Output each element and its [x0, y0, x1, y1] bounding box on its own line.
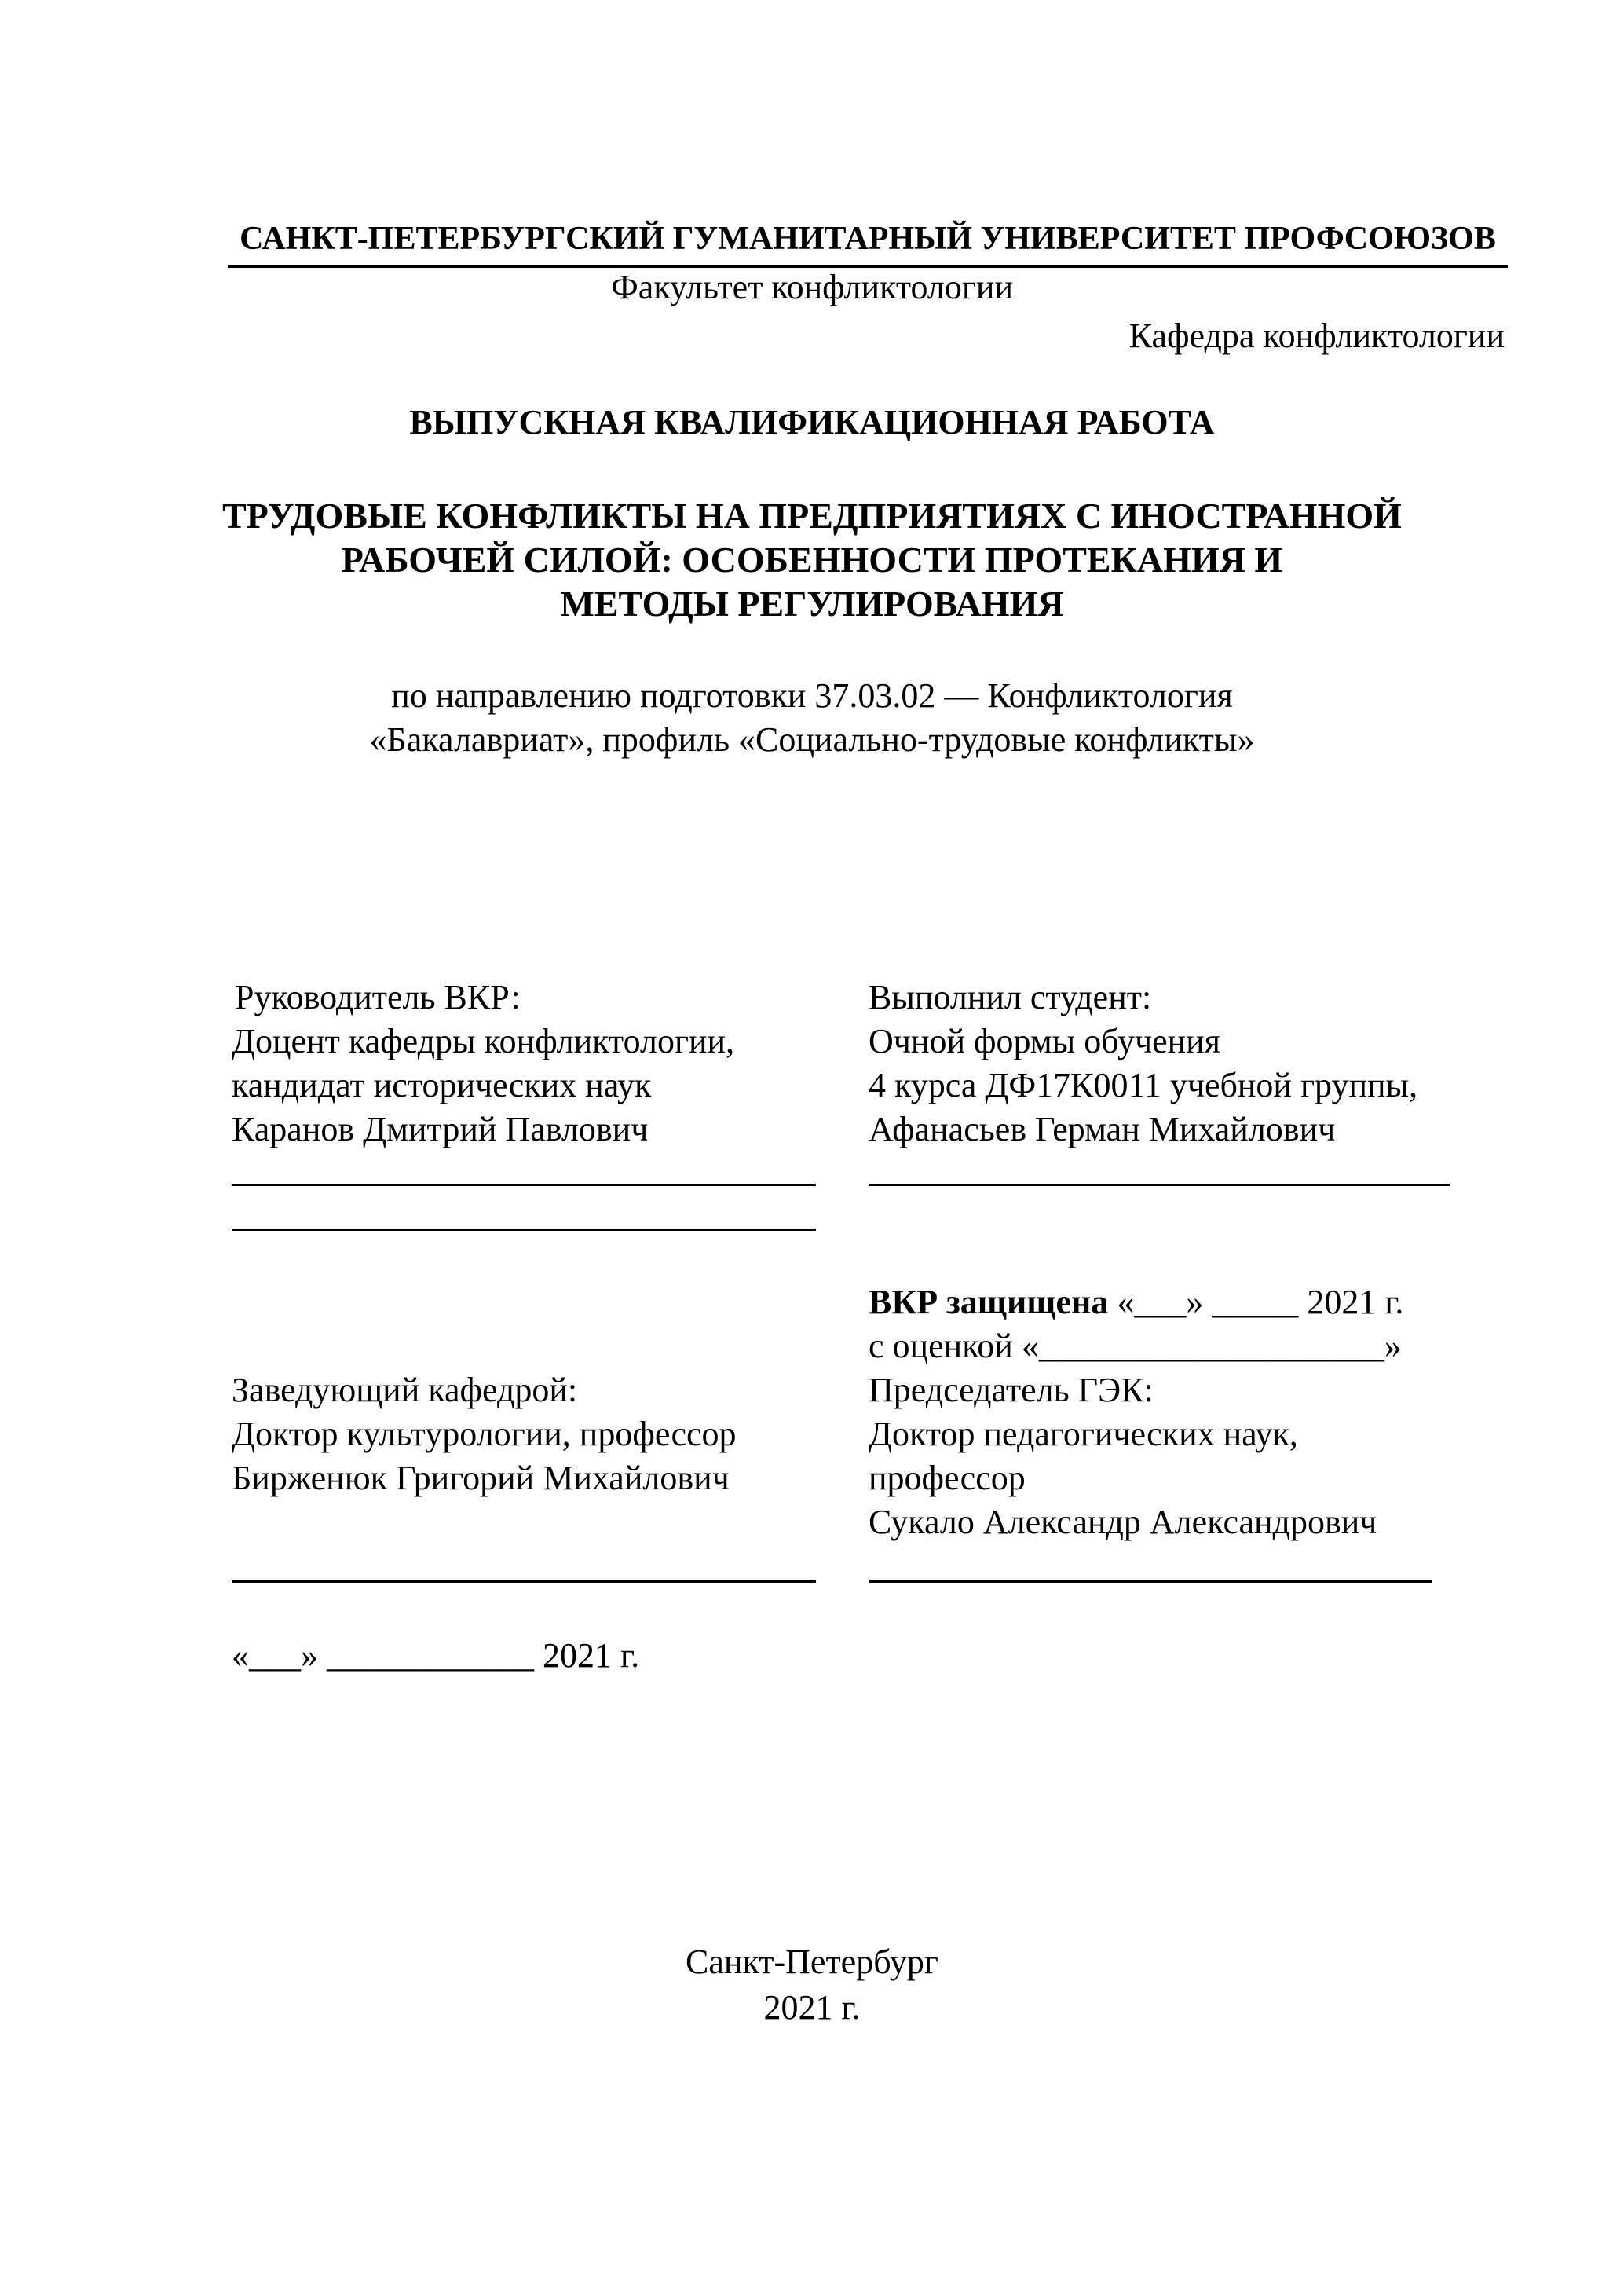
footer-year: 2021 г.: [763, 1988, 861, 2027]
defense-block: [869, 1280, 1403, 1544]
gek-heading: Председатель ГЭК:: [869, 1371, 1154, 1409]
head-signature-line: [232, 1580, 816, 1583]
department-name: Кафедра конфликтологии: [1128, 317, 1505, 355]
defense-grade: с оценкой «____________________»: [869, 1327, 1402, 1365]
head-degree: Доктор культурологии, профессор: [232, 1415, 737, 1453]
work-type-heading: ВЫПУСКНАЯ КВАЛИФИКАЦИОННАЯ РАБОТА: [409, 403, 1215, 441]
defense-date: «___» _____ 2021 г.: [1108, 1283, 1404, 1321]
head-heading: Заведующий кафедрой:: [232, 1371, 578, 1409]
supervisor-position: Доцент кафедры конфликтологии,: [232, 1022, 735, 1060]
student-block: [869, 976, 1417, 1152]
gek-title: профессор: [869, 1459, 1026, 1497]
work-title-line: РАБОЧЕЙ СИЛОЙ: ОСОБЕННОСТИ ПРОТЕКАНИЯ И: [341, 540, 1283, 580]
approval-date: «___» ____________ 2021 г.: [232, 1636, 640, 1675]
supervisor-heading: Руководитель ВКР:: [235, 978, 521, 1016]
supervisor-signature-line: [232, 1184, 816, 1186]
defense-line: [869, 1280, 1403, 1324]
gek-name: Сукало Александр Александрович: [869, 1503, 1377, 1541]
head-name: Бирженюк Григорий Михайлович: [232, 1459, 730, 1497]
gek-signature-line: [869, 1580, 1432, 1583]
supervisor-block: [232, 976, 734, 1152]
defense-label: ВКР защищена: [869, 1283, 1109, 1321]
study-direction: по направлению подготовки 37.03.02 — Конфликтология: [391, 676, 1233, 715]
work-title-line: МЕТОДЫ РЕГУЛИРОВАНИЯ: [560, 584, 1064, 624]
student-heading: Выполнил студент:: [869, 978, 1152, 1016]
head-of-department-block: [232, 1368, 737, 1500]
gek-degree: Доктор педагогических наук,: [869, 1415, 1298, 1453]
supervisor-signature-line-2: [232, 1229, 816, 1231]
student-form: Очной формы обучения: [869, 1022, 1220, 1060]
work-title-line: ТРУДОВЫЕ КОНФЛИКТЫ НА ПРЕДПРИЯТИЯХ С ИНОСТРАННОЙ: [222, 496, 1402, 536]
supervisor-name: Каранов Дмитрий Павлович: [232, 1110, 649, 1148]
supervisor-degree: кандидат исторических наук: [232, 1066, 652, 1104]
footer-city: Санкт-Петербург: [686, 1943, 938, 1981]
university-name: САНКТ-ПЕТЕРБУРГСКИЙ ГУМАНИТАРНЫЙ УНИВЕРСИТЕТ ПРОФСОЮЗОВ: [240, 221, 1496, 257]
faculty-name: Факультет конфликтологии: [610, 268, 1013, 306]
student-signature-line: [869, 1184, 1450, 1186]
study-profile: «Бакалавриат», профиль «Социально-трудовые конфликты»: [369, 720, 1255, 759]
student-group: 4 курса ДФ17К0011 учебной группы,: [869, 1066, 1418, 1104]
student-name: Афанасьев Герман Михайлович: [869, 1110, 1336, 1148]
